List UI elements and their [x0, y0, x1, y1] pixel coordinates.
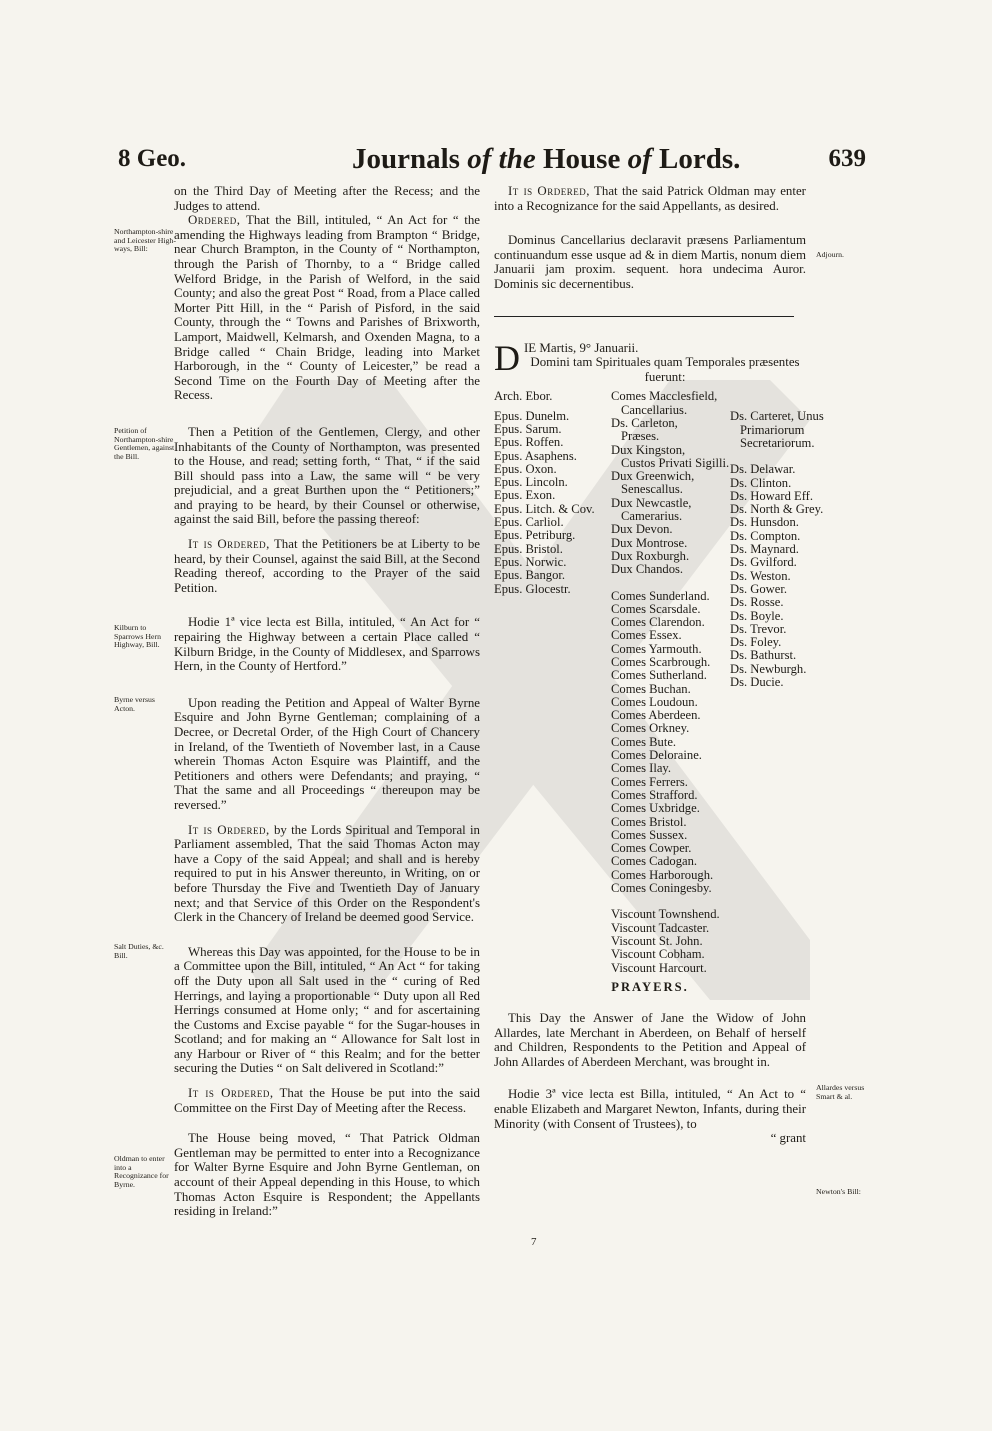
list-item: Comes Coningesby.: [611, 881, 712, 896]
list-item: Ds. Carleton,: [611, 415, 678, 430]
drop-cap: D: [494, 337, 520, 378]
list-item: Comes Sussex.: [611, 827, 688, 842]
list-item: Dux Kingston,: [611, 442, 686, 457]
list-item: Viscount Tadcaster.: [611, 920, 710, 935]
list-item: Comes Clarendon.: [611, 615, 705, 630]
list-item: Ds. Delawar.: [730, 462, 796, 477]
list-item: Senescallus.: [621, 482, 683, 497]
margin-note-adjourn: Adjourn.: [816, 250, 844, 259]
margin-note-allardes: Allardes versus Smart & al.: [816, 1083, 865, 1101]
list-item: Ds. Newburgh.: [730, 661, 807, 676]
paragraph-petition: Then a Petition of the Gentlemen, Clergy, and other Inhabitants of the County of Northampton, was presented to the House, and read; setting forth, “ That, “ if the said Bill should pass into a Law, the same will “ be very prejudicial, and a great Burthen upon the “ Petitioners;” and praying to be heard, by their Counsel or otherwise, against the said Bill, before the passing thereof:: [174, 424, 480, 527]
paragraph-continuation: on the Third Day of Meeting after the Recess; and the Judges to attend.: [174, 184, 480, 213]
list-item: Comes Yarmouth.: [611, 641, 702, 656]
paragraph-petition-order: It is Ordered, That the Petitioners be at Liberty to be heard, by their Counsel, against the said Bill, at the Second Reading thereof, according to the Prayer of the said Petition.: [174, 537, 480, 595]
paragraph-kilburn: Hodie 1ª vice lecta est Billa, intituled, “ An Act for “ repairing the Highway between a certain Place called “ Kilburn Bridge, in the County of Middlesex, and Sparrows Hern, in the County of Hertford.”: [174, 615, 480, 674]
list-item: Camerarius.: [621, 509, 683, 524]
page-number: 639: [828, 145, 866, 172]
list-item: Comes Orkney.: [611, 721, 690, 736]
list-item: Primariorum Secretariorum.: [740, 422, 815, 450]
list-item: Comes Cadogan.: [611, 854, 698, 869]
list-item: Ds. Carteret, Unus: [730, 409, 824, 424]
list-item: Dux Roxburgh.: [611, 548, 690, 563]
list-item: Dux Devon.: [611, 522, 673, 537]
margin-note-salt: Salt Duties, &c. Bill.: [114, 942, 164, 960]
list-item: Comes Harborough.: [611, 867, 714, 882]
list-item: Custos Privati Sigilli.: [621, 455, 730, 470]
date-heading: D IE Martis, 9° Januarii.: [494, 337, 639, 378]
list-item: Comes Strafford.: [611, 787, 698, 802]
list-item: Epus. Oxon.: [494, 461, 557, 476]
list-item: Viscount St. John.: [611, 933, 703, 948]
list-item: Ds. Hunsdon.: [730, 515, 799, 530]
list-item: Ds. Boyle.: [730, 608, 784, 623]
paragraph-byrne-order: It is Ordered, by the Lords Spiritual and Temporal in Parliament assembled, That the said Thomas Acton may have a Copy of the said Appeal; and shall and is hereby required to put in his Answer thereunto, in Writing, on or before Thursday the Five and Twentieth Day of January next; and that Service of this Order on the Respondent's Clerk in the Chancery of Ireland be deemed good Service.: [174, 822, 480, 925]
list-item: Viscount Townshend.: [611, 907, 720, 922]
list-item: Comes Loudoun.: [611, 694, 698, 709]
catchword: “ grant: [770, 1131, 806, 1146]
journal-title: Journals of the House of Lords.: [352, 143, 741, 175]
list-item: Ds. Rosse.: [730, 595, 784, 610]
paragraph-oldman-order: It is Ordered, That the said Patrick Oldman may enter into a Recognizance for the said Appellants, as desired.: [494, 184, 806, 213]
list-item: Epus. Litch. & Cov.: [494, 501, 595, 516]
list-item: Epus. Asaphens.: [494, 448, 577, 463]
attendance-lists: [494, 389, 824, 975]
list-item: Ds. North & Grey.: [730, 502, 824, 517]
list-item: Ds. Compton.: [730, 528, 801, 543]
prayers-heading: PRAYERS.: [611, 980, 689, 995]
list-item: Comes Cowper.: [611, 841, 692, 856]
list-item: Epus. Dunelm.: [494, 408, 570, 423]
paragraph-oldman-motion: The House being moved, “ That Patrick Oldman Gentleman may be permitted to enter into a Recognizance for Walter Byrne Esquire and John Byrne Gentleman, on account of their Appeal depending in this House, to which Thomas Acton Esquire is Respondent; the Appellants residing in Ireland:”: [174, 1131, 480, 1219]
list-item: Ds. Weston.: [730, 568, 791, 583]
list-item: Ds. Bathurst.: [730, 648, 797, 663]
list-item: Epus. Glocestr.: [494, 581, 571, 596]
list-item: Comes Buchan.: [611, 681, 691, 696]
list-bishops: [494, 390, 614, 595]
list-item: Ds. Foley.: [730, 635, 782, 650]
list-item: Epus. Sarum.: [494, 421, 562, 436]
list-item: Arch. Ebor.: [494, 389, 553, 404]
left-column: [174, 184, 480, 1219]
paragraph-adjournment: Dominus Cancellarius declaravit præsens Parliamentum continuandum esse usque ad & in diem Martis, nonum diem Januarii jam proxim. sequent. hora undecima Auror. Dominis sic decernentibus.: [494, 233, 806, 291]
margin-note-byrne: Byrne versus Acton.: [114, 695, 155, 713]
list-item: Comes Scarsdale.: [611, 601, 701, 616]
list-item: Præses.: [621, 429, 660, 444]
list-item: Ds. Ducie.: [730, 674, 784, 689]
list-item: Comes Essex.: [611, 628, 682, 643]
list-item: Viscount Cobham.: [611, 947, 705, 962]
list-item: Epus. Bangor.: [494, 568, 566, 583]
list-item: Comes Bute.: [611, 734, 677, 749]
signature-mark: 7: [531, 1236, 537, 1248]
paragraph-newton-bill: Hodie 3ª vice lecta est Billa, intituled, “ An Act to “ enable Elizabeth and Margaret Newton, Infants, during their Minority (with Consent of Trustees), to: [494, 1087, 806, 1131]
list-item: Epus. Norwic.: [494, 554, 567, 569]
paragraph-highways-order: Ordered, That the Bill, intituled, “ An Act for “ the amending the Highways leading from Brampton “ Bridge, near Church Brampton, in the County of “ Northampton, through the Parish of Thornby, to a “ Bridge called Welford Bridge, in the Parish of Welford, in the said County; and also the great Post “ Road, from a Place called Morter Pitt Hill, in the “ Parish of Pisford, in the said County, through the “ Towns and Parishes of Brixworth, Lamport, Maidwell, Kelmarsh, and Oxenden Magna, to a Bridge called “ Chain Bridge, leading into Market Harborough, in the “ County of Leicester,” be read a Second Time on the Fourth Day of Meeting after the Recess.: [174, 213, 480, 403]
list-barons: [730, 410, 830, 689]
list-item: Comes Ferrers.: [611, 774, 688, 789]
list-item: Comes Deloraine.: [611, 748, 702, 763]
list-item: Epus. Roffen.: [494, 435, 564, 450]
list-item: Ds. Trevor.: [730, 621, 787, 636]
list-item: Ds. Howard Eff.: [730, 488, 814, 503]
list-item: Ds. Clinton.: [730, 475, 792, 490]
list-item: Epus. Lincoln.: [494, 475, 568, 490]
right-column: [494, 184, 824, 1146]
list-peers: [611, 390, 739, 974]
margin-note-newton: Newton's Bill:: [816, 1187, 861, 1196]
list-item: Ds. Gvilford.: [730, 555, 797, 570]
margin-note-oldman: Oldman to enter into a Recognizance for Byrne.: [114, 1154, 169, 1189]
list-item: Comes Sutherland.: [611, 668, 707, 683]
section-rule: [494, 316, 794, 317]
list-item: Comes Sunderland.: [611, 588, 710, 603]
list-item: Ds. Gower.: [730, 581, 788, 596]
list-item: Cancellarius.: [621, 402, 688, 417]
list-item: Dux Greenwich,: [611, 469, 695, 484]
list-item: Comes Ilay.: [611, 761, 672, 776]
list-item: Dux Montrose.: [611, 535, 688, 550]
margin-note-petition: Petition of Northampton-shire Gentlemen, against the Bill.: [114, 426, 175, 461]
list-item: Comes Macclesfield,: [611, 389, 718, 404]
paragraph-salt-duties: Whereas this Day was appointed, for the House to be in a Committee upon the Bill, intituled, “ An Act “ for taking off the Duty upon all Salt used in the “ curing of Red Herrings, and laying a proportionable “ Duty upon all Red Herrings consumed at Home only; “ and for ascertaining the Customs and Excise payable “ for the Sugar-houses in Scotland; and for making an “ Allowance for Salt lost in any Harbour or River of “ this Realm; and for the better securing the Duties “ on Salt delivered in Scotland:”: [174, 944, 480, 1076]
list-item: Dux Chandos.: [611, 562, 684, 577]
margin-note-highways-bill: Northampton-shire and Leicester High-ways, Bill:: [114, 227, 176, 254]
list-item: Dux Newcastle,: [611, 495, 692, 510]
running-head: [0, 143, 992, 183]
list-item: Epus. Exon.: [494, 488, 556, 503]
list-item: Comes Bristol.: [611, 814, 687, 829]
regnal-year: 8 Geo.: [118, 145, 187, 172]
list-item: Epus. Carliol.: [494, 515, 564, 530]
margin-note-kilburn: Kilburn to Sparrows Hern Highway, Bill.: [114, 623, 161, 650]
list-item: Epus. Bristol.: [494, 541, 563, 556]
list-item: Viscount Harcourt.: [611, 960, 707, 975]
list-item: Comes Uxbridge.: [611, 801, 700, 816]
list-item: Comes Aberdeen.: [611, 708, 701, 723]
list-item: Epus. Petriburg.: [494, 528, 576, 543]
list-item: Comes Scarbrough.: [611, 654, 711, 669]
present-heading: Domini tam Spirituales quam Temporales præsentes fuerunt:: [530, 355, 800, 384]
paragraph-salt-order: It is Ordered, That the House be put into the said Committee on the First Day of Meeting after the Recess.: [174, 1086, 480, 1115]
paragraph-byrne-appeal: Upon reading the Petition and Appeal of Walter Byrne Esquire and John Byrne Gentleman; complaining of a Decree, or Decretal Order, of the High Court of Chancery in Ireland, of the Twentieth of November last, in a Cause wherein Thomas Acton Esquire was Plaintiff, and the Petitioners and others were Defendants; and praying, “ That the same and all Proceedings “ thereupon may be reversed.”: [174, 695, 480, 812]
paragraph-allardes: This Day the Answer of Jane the Widow of John Allardes, late Merchant in Aberdeen, on Behalf of herself and Children, Respondents to the Petition and Appeal of John Allardes of Aberdeen Merchant, was brought in.: [494, 1010, 806, 1069]
list-item: Ds. Maynard.: [730, 542, 799, 557]
